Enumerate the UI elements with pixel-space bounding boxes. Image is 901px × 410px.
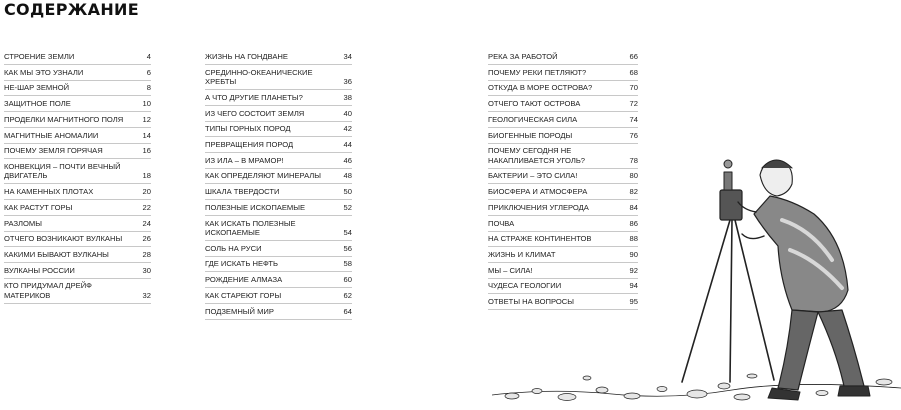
toc-entry (205, 93, 352, 103)
toc-entry-page: 44 (343, 140, 352, 149)
toc-entry-title: ШКАЛА ТВЕРДОСТИ (205, 187, 280, 197)
toc-entry-title: СОЛЬ НА РУСИ (205, 243, 262, 253)
toc-entry-title: ТИПЫ ГОРНЫХ ПОРОД (205, 124, 291, 134)
toc-entry-title: ПОЧЕМУ ЗЕМЛЯ ГОРЯЧАЯ (4, 146, 103, 156)
toc-entry-page: 86 (629, 218, 638, 228)
toc-rule (4, 183, 151, 184)
toc-entry (4, 99, 151, 109)
toc-entry-page: 94 (629, 281, 638, 291)
toc-entry-title: ИЗ ЧЕГО СОСТОИТ ЗЕМЛЯ (205, 108, 305, 118)
toc-entry-page: 66 (629, 52, 638, 61)
toc-entry-title: КАК ИСКАТЬ ПОЛЕЗНЫЕ ИСКОПАЕМЫЕ (205, 218, 296, 237)
toc-entry-page: 84 (629, 202, 638, 212)
toc-entry-page: 16 (142, 146, 151, 156)
toc-entry-page: 22 (142, 202, 151, 212)
toc-entry-title: КАК МЫ ЭТО УЗНАЛИ (4, 67, 84, 77)
toc-entry-title: ВУЛКАНЫ РОССИИ (4, 265, 75, 275)
toc-entry-title: ГЕОЛОГИЧЕСКАЯ СИЛА (488, 114, 578, 124)
toc-rule (4, 215, 151, 216)
toc-entry-title: ПРЕВРАЩЕНИЯ ПОРОД (205, 140, 294, 149)
toc-entry (488, 131, 638, 141)
toc-entry-title: ОТЧЕГО ТАЮТ ОСТРОВА (488, 99, 581, 109)
toc-rule (4, 80, 151, 81)
toc-rule (205, 183, 352, 184)
toc-rule (4, 199, 151, 200)
toc-entry-title: БИОГЕННЫЕ ПОРОДЫ (488, 130, 573, 140)
toc-rule (488, 111, 638, 112)
toc-entry (488, 115, 638, 125)
toc-entry (205, 156, 352, 166)
toc-rule (205, 199, 352, 200)
toc-entry-page: 56 (343, 243, 352, 253)
toc-entry (4, 162, 151, 181)
toc-entry-page: 80 (629, 171, 638, 181)
toc-entry-title: ЗАЩИТНОЕ ПОЛЕ (4, 99, 71, 109)
toc-rule (205, 240, 352, 241)
toc-entry-page: 58 (343, 259, 352, 269)
toc-entry-title: КАК СТАРЕЮТ ГОРЫ (205, 290, 282, 300)
toc-rule (4, 143, 151, 144)
toc-entry-page: 68 (629, 67, 638, 77)
toc-entry-title: НА КАМЕННЫХ ПЛОТАХ (4, 187, 94, 197)
toc-entry (488, 99, 638, 109)
toc-rule (488, 80, 638, 81)
toc-entry-title: ПОЛЕЗНЫЕ ИСКОПАЕМЫЕ (205, 202, 306, 212)
toc-entry (488, 83, 638, 93)
toc-entry-title: КТО ПРИДУМАЛ ДРЕЙФ МАТЕРИКОВ (4, 281, 92, 300)
toc-rule (4, 231, 151, 232)
toc-rule (488, 64, 638, 65)
toc-entry-page: 52 (343, 202, 352, 212)
toc-entry-page: 28 (142, 249, 151, 259)
toc-entry (4, 52, 151, 62)
toc-entry-title: ОТКУДА В МОРЕ ОСТРОВА? (488, 83, 593, 93)
toc-entry (4, 266, 151, 276)
toc-entry-page: 78 (629, 155, 638, 165)
toc-rule (205, 168, 352, 169)
toc-rule (4, 262, 151, 263)
toc-rule (205, 121, 352, 122)
toc-entry-title: НА СТРАЖЕ КОНТИНЕНТОВ (488, 234, 592, 244)
toc-entry-page: 62 (343, 290, 352, 300)
toc-rule (4, 127, 151, 128)
toc-entry-title: БАКТЕРИИ – ЭТО СИЛА! (488, 171, 578, 181)
toc-entry-page: 34 (343, 52, 352, 61)
toc-entry-title: НЕ-ШАР ЗЕМНОЙ (4, 83, 70, 93)
toc-entry-title: СРЕДИННО-ОКЕАНИЧЕСКИЕ ХРЕБТЫ (205, 67, 313, 87)
toc-entry-title: ЖИЗНЬ НА ГОНДВАНЕ (205, 52, 288, 61)
toc-entry-title: ПОЧЕМУ РЕКИ ПЕТЛЯЮТ? (488, 67, 587, 77)
toc-entry-page: 6 (146, 67, 151, 77)
toc-entry (4, 203, 151, 213)
toc-entry (205, 259, 352, 269)
toc-entry (4, 68, 151, 78)
toc-entry (488, 68, 638, 78)
toc-entry-title: КАКИМИ БЫВАЮТ ВУЛКАНЫ (4, 249, 109, 259)
toc-rule (205, 105, 352, 106)
toc-rule (205, 287, 352, 288)
toc-entry-page: 32 (142, 290, 151, 300)
toc-entry-page: 54 (343, 228, 352, 237)
toc-entry-page: 88 (629, 234, 638, 244)
toc-rule (205, 89, 352, 90)
toc-entry-page: 72 (629, 99, 638, 109)
toc-entry-title: ПОДЗЕМНЫЙ МИР (205, 306, 274, 316)
toc-entry-page: 4 (146, 52, 151, 61)
toc-entry-title: БИОСФЕРА И АТМОСФЕРА (488, 187, 588, 197)
toc-entry (4, 146, 151, 156)
toc-entry-page: 26 (142, 234, 151, 244)
toc-rule (205, 64, 352, 65)
toc-entry-page: 76 (629, 130, 638, 140)
toc-entry-page: 95 (629, 297, 638, 306)
toc-entry (205, 187, 352, 197)
toc-entry-title: ПОЧЕМУ СЕГОДНЯ НЕ НАКАПЛИВАЕТСЯ УГОЛЬ? (488, 146, 586, 165)
toc-entry (4, 131, 151, 141)
toc-entry (4, 234, 151, 244)
toc-rule (4, 111, 151, 112)
toc-entry-page: 40 (343, 108, 352, 118)
toc-entry-page: 38 (343, 92, 352, 102)
toc-entry (205, 307, 352, 317)
toc-entry-page: 60 (343, 275, 352, 285)
toc-entry-title: ПРИКЛЮЧЕНИЯ УГЛЕРОДА (488, 202, 589, 212)
toc-entry (205, 124, 352, 134)
toc-entry-title: ИЗ ИЛА – В МРАМОР! (205, 155, 284, 165)
toc-rule (4, 303, 151, 304)
toc-entry-title: МАГНИТНЫЕ АНОМАЛИИ (4, 130, 99, 140)
toc-rule (488, 143, 638, 144)
toc-entry-title: ПРОДЕЛКИ МАГНИТНОГО ПОЛЯ (4, 114, 124, 124)
toc-rule (488, 95, 638, 96)
toc-entry-title: КАК РАСТУТ ГОРЫ (4, 202, 73, 212)
toc-entry-title: РАЗЛОМЫ (4, 218, 42, 228)
surveyor-illustration (492, 150, 901, 410)
toc-entry-title: ОТВЕТЫ НА ВОПРОСЫ (488, 297, 574, 306)
toc-rule (4, 64, 151, 65)
toc-rule (4, 95, 151, 96)
toc-entry-page: 10 (142, 99, 151, 109)
toc-entry (4, 83, 151, 93)
toc-entry-page: 90 (629, 249, 638, 259)
toc-rule (205, 303, 352, 304)
toc-entry (205, 68, 352, 87)
toc-rule (205, 271, 352, 272)
toc-entry (205, 52, 352, 62)
toc-entry-page: 82 (629, 187, 638, 197)
toc-entry-title: РЕКА ЗА РАБОТОЙ (488, 52, 558, 61)
toc-entry-page: 36 (343, 77, 352, 87)
toc-entry (205, 219, 352, 238)
toc-entry-page: 92 (629, 265, 638, 275)
toc-rule (488, 127, 638, 128)
toc-entry-page: 70 (629, 83, 638, 93)
toc-rule (205, 319, 352, 320)
toc-entry-page: 8 (146, 83, 151, 93)
toc-entry (205, 291, 352, 301)
toc-entry-title: ГДЕ ИСКАТЬ НЕФТЬ (205, 259, 279, 269)
toc-entry-title: КОНВЕКЦИЯ – ПОЧТИ ВЕЧНЫЙ ДВИГАТЕЛЬ (4, 161, 121, 181)
toc-entry-title: КАК ОПРЕДЕЛЯЮТ МИНЕРАЛЫ (205, 171, 322, 181)
toc-entry (488, 52, 638, 62)
toc-entry-page: 48 (343, 171, 352, 181)
toc-rule (205, 215, 352, 216)
toc-entry-title: МЫ – СИЛА! (488, 265, 533, 275)
toc-rule (205, 256, 352, 257)
toc-entry-page: 20 (142, 187, 151, 197)
toc-rule (205, 136, 352, 137)
toc-rule (4, 158, 151, 159)
toc-entry (205, 140, 352, 150)
toc-entry-title: РОЖДЕНИЕ АЛМАЗА (205, 275, 283, 285)
toc-entry (4, 281, 151, 300)
toc-entry-page: 74 (629, 114, 638, 124)
toc-rule (4, 278, 151, 279)
toc-entry (4, 187, 151, 197)
toc-entry-page: 42 (343, 124, 352, 134)
toc-entry-title: ЖИЗНЬ И КЛИМАТ (488, 249, 556, 259)
toc-entry-page: 12 (142, 114, 151, 124)
toc-entry-page: 18 (142, 171, 151, 181)
toc-entry-page: 14 (142, 130, 151, 140)
toc-entry-title: ЧУДЕСА ГЕОЛОГИИ (488, 281, 562, 291)
toc-entry (205, 171, 352, 181)
toc-entry (4, 115, 151, 125)
toc-entry-page: 30 (142, 265, 151, 275)
toc-entry (205, 109, 352, 119)
toc-entry-title: СТРОЕНИЕ ЗЕМЛИ (4, 52, 75, 61)
page-title: СОДЕРЖАНИЕ (4, 0, 139, 19)
toc-entry-page: 50 (343, 187, 352, 197)
toc-entry-page: 24 (142, 218, 151, 228)
toc-entry-title: ОТЧЕГО ВОЗНИКАЮТ ВУЛКАНЫ (4, 234, 123, 244)
toc-entry (4, 219, 151, 229)
toc-entry-page: 64 (343, 306, 352, 316)
toc-entry (205, 275, 352, 285)
toc-entry (205, 203, 352, 213)
toc-rule (4, 246, 151, 247)
toc-entry (4, 250, 151, 260)
toc-rule (205, 152, 352, 153)
toc-entry-title: А ЧТО ДРУГИЕ ПЛАНЕТЫ? (205, 92, 303, 102)
toc-entry-page: 46 (343, 155, 352, 165)
toc-entry-title: ПОЧВА (488, 218, 515, 228)
toc-entry (205, 244, 352, 254)
